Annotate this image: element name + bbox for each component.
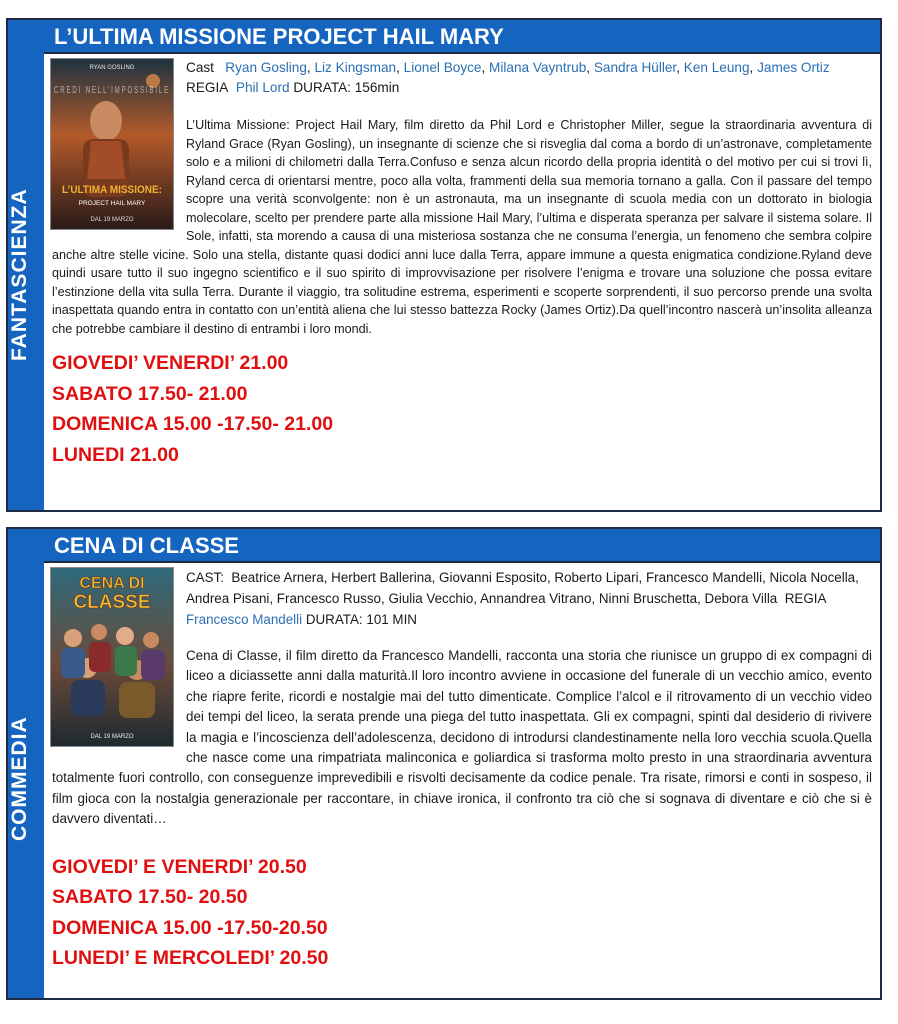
showtime-line: GIOVEDI’ E VENERDI’ 20.50 — [52, 855, 307, 878]
cast-member[interactable]: Milana Vayntrub — [489, 60, 587, 75]
showtime-line: LUNEDI’ E MERCOLEDI’ 20.50 — [52, 947, 329, 970]
credits: Cast Ryan Gosling, Liz Kingsman, Lionel Boyce, Milana Vayntrub, Sandra Hüller, Ken Leung, James Ortiz REGIA Phil Lord DURATA: 156min — [186, 60, 830, 95]
showtime-line: SABATO 17.50- 20.50 — [52, 886, 248, 909]
cast-member[interactable]: Ken Leung — [683, 60, 750, 75]
genre-label: FANTASCIENZA — [8, 188, 31, 362]
showtimes — [52, 852, 872, 974]
cast-member[interactable]: Ryan Gosling — [225, 60, 307, 75]
poster-title-line2: CLASSE — [73, 592, 151, 613]
film-card-project-hail-mary — [6, 18, 882, 512]
cast-member[interactable]: Liz Kingsman — [314, 60, 397, 75]
film-details — [52, 58, 872, 470]
film-title: CENA DI CLASSE — [54, 533, 239, 558]
film-title: L’ULTIMA MISSIONE PROJECT HAIL MARY — [54, 24, 504, 49]
showtime-line: SABATO 17.50- 21.00 — [52, 382, 248, 405]
cast-member[interactable]: James Ortiz — [757, 60, 830, 75]
showtime-line: LUNEDI 21.00 — [52, 443, 179, 466]
cast-member[interactable]: Sandra Hüller — [593, 60, 677, 75]
poster-date: DAL 19 MARZO — [90, 217, 134, 223]
regia-label: REGIA — [784, 591, 826, 606]
poster-actor-text: RYAN GOSLING — [89, 65, 135, 71]
showtime-line: GIOVEDI’ VENERDI’ 21.00 — [52, 352, 289, 374]
film-details — [52, 567, 872, 974]
cast-member[interactable]: Lionel Boyce — [403, 60, 482, 75]
cast-list: Beatrice Arnera, Herbert Ballerina, Giovanni Esposito, Roberto Lipari, Francesco Mandelli, Nicola Nocella, Andrea Pisani, Francesco Russo, Giulia Vecchio, Annandrea Vitrano, Ninni Bruschetta, Debora Villa — [186, 570, 859, 606]
cast-label: CAST: — [186, 570, 224, 585]
genre-bar — [8, 20, 44, 510]
title-bar — [44, 529, 880, 563]
genre-label: COMMEDIA — [8, 716, 31, 842]
showtimes — [52, 348, 872, 470]
durata-label: DURATA: — [305, 612, 363, 627]
regia-label: REGIA — [186, 80, 229, 95]
director-name[interactable]: Francesco Mandelli — [186, 612, 303, 627]
synopsis: L’Ultima Missione: Project Hail Mary, film diretto da Phil Lord e Christopher Miller, segue la straordinaria avventura di Ryland Grace (Ryan Gosling), un insegnante di scienze che si risveglia dal coma a bordo di un’astronave, completamente solo e a milioni di chilometri dalla Terra.Confuso e senza alcun ricordo della propria identità o del motivo per cui si trovi lì, Ryland cerca di orientarsi mentre, poco alla volta, frammenti della sua memoria tornano a galla. Con il passare del tempo scopre una verità sconvolgente: non è un astronauta, ma un insegnante di scuola media con un dottorato in biologia molecolare, scelto per prendere parte alla missione Hail Mary, l’ultima e disperata speranza per salvare il sistema solare. Il Sole, infatti, sta morendo a causa di una misteriosa sostanza che ne consuma l’energia, un fenomeno che sembra colpire anche altre stelle vicine. Solo una stella, distante quasi dodici anni luce dalla Terra, appare immune a questa enigmatica condizione.Ryland deve quindi usare tutto il suo ingegno scientifico e il suo spirito di improvvisazione per risolvere l’enigma e trovare una soluzione che possa evitare l’estinzione della vita sulla Terra. Durante il viaggio, tra solitudine estrema, esperimenti e scoperte sorprendenti, il suo percorso prende una svolta inaspettata quando entra in contatto con un’entità aliena che lui stesso battezza Rocky (James Ortiz).Da quell’incontro nascerà un’insolita alleanza che potrebbe cambiare il destino di entrambi i loro mondi. — [52, 118, 872, 336]
poster-date: DAL 19 MARZO — [90, 734, 134, 740]
director-name[interactable]: Phil Lord — [235, 80, 290, 95]
poster-subtitle: PROJECT HAIL MARY — [78, 200, 146, 207]
genre-bar — [8, 529, 44, 998]
film-card-cena-di-classe — [6, 527, 882, 1000]
synopsis: Cena di Classe, il film diretto da Francesco Mandelli, racconta una storia che riunisce un gruppo di ex compagni di liceo a diciassette anni dalla maturità.Il loro incontro avviene in occasione del funerale di un vecchio amico, evento che riapre ferite, ricordi e nostalgie mai del tutto dimenticate. Complice l’alcol e il ritrovamento di un vecchio video dei tempi del liceo, la serata prende una piega del tutto inaspettata. Gli ex compagni, spinti dal desiderio di rivivere la magia e l’incoscienza dell’adolescenza, decidono di introdursi clandestinamente nella loro vecchia scuola.Quella che nasce come una rimpatriata malinconica e goliardica si trasforma molto presto in una straordinaria avventura totalmente fuori controllo, con conseguenze imprevedibili e risvolti decisamente da codice penale. Tra risate, rimorsi e conti in sospeso, il film gioca con la nostalgia generazionale per raccontare, in chiave ironica, il confronto tra ciò che si sognava di diventare e ciò che si è davvero diventati… — [52, 648, 872, 827]
durata-label: DURATA: — [293, 80, 351, 95]
duration-value: 101 MIN — [366, 612, 417, 627]
poster-tagline: CREDI NELL’IMPOSSIBILE — [54, 85, 170, 96]
duration-value: 156min — [354, 80, 400, 95]
showtime-line: DOMENICA 15.00 -17.50-20.50 — [52, 916, 328, 939]
cast-label: Cast — [186, 60, 214, 75]
poster-title-line1: CENA DI — [79, 575, 145, 592]
showtime-line: DOMENICA 15.00 -17.50- 21.00 — [52, 413, 334, 435]
title-bar — [44, 20, 880, 54]
poster-title: L’ULTIMA MISSIONE: — [62, 184, 162, 196]
